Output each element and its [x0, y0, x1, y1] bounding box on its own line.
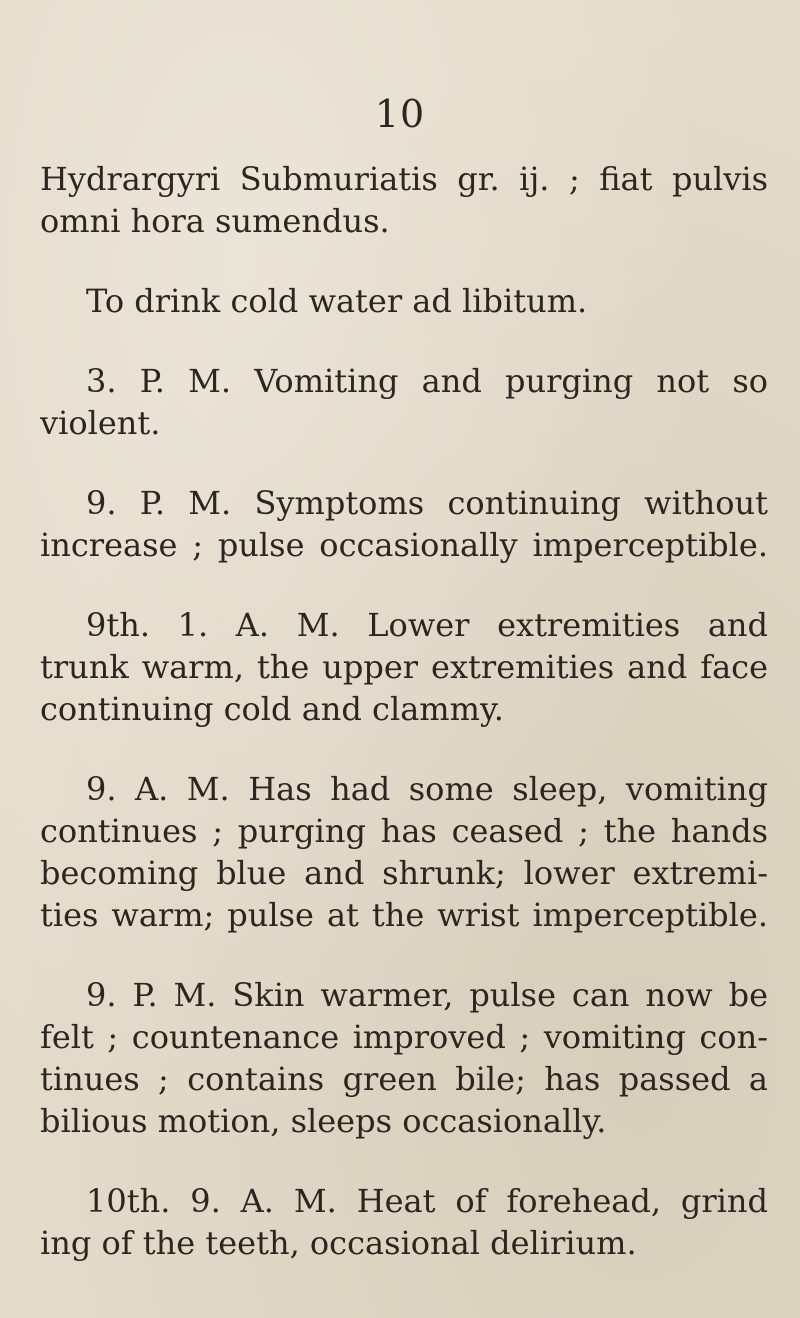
text-line: 9. P. M. Skin warmer, pulse can now be: [86, 976, 768, 1014]
text-line: 9. P. M. Symptoms continuing without: [86, 484, 768, 522]
paragraph-drink: [40, 280, 768, 322]
text-line: 10th. 9. A. M. Heat of forehead, grind: [86, 1182, 768, 1220]
text-line: violent.: [40, 404, 161, 442]
paragraph-9am: [40, 768, 768, 936]
paragraph-prescription: [40, 158, 768, 242]
text-line: 9th. 1. A. M. Lower extremities and: [86, 606, 768, 644]
paragraph-9pm-skin: [40, 974, 768, 1142]
text-line: omni hora sumendus.: [40, 202, 390, 240]
text-line: 3. P. M. Vomiting and purging not so: [86, 362, 768, 400]
paragraph-3pm: [40, 360, 768, 444]
text-line: ties warm; pulse at the wrist imperceptible.: [40, 896, 768, 934]
text-line: ing of the teeth, occasional delirium.: [40, 1224, 637, 1262]
text-line: felt ; countenance improved ; vomiting con-: [40, 1018, 768, 1056]
text-line: trunk warm, the upper extremities and face: [40, 648, 768, 686]
text-line: continuing cold and clammy.: [40, 690, 504, 728]
text-line: increase ; pulse occasionally imperceptible.: [40, 526, 768, 564]
text-line: Hydrargyri Submuriatis gr. ij. ; fiat pulvis: [40, 160, 768, 198]
paragraph-10th: [40, 1180, 768, 1264]
text-line: becoming blue and shrunk; lower extremi-: [40, 854, 768, 892]
text-line: bilious motion, sleeps occasionally.: [40, 1102, 607, 1140]
page-number: 10: [374, 92, 426, 136]
text-line: tinues ; contains green bile; has passed a: [40, 1060, 768, 1098]
text-line: continues ; purging has ceased ; the hands: [40, 812, 768, 850]
text-line: To drink cold water ad libitum.: [86, 282, 588, 320]
paragraph-9pm: [40, 482, 768, 566]
page-body: [40, 158, 768, 1302]
text-line: 9. A. M. Has had some sleep, vomiting: [86, 770, 768, 808]
paragraph-9th-1am: [40, 604, 768, 730]
